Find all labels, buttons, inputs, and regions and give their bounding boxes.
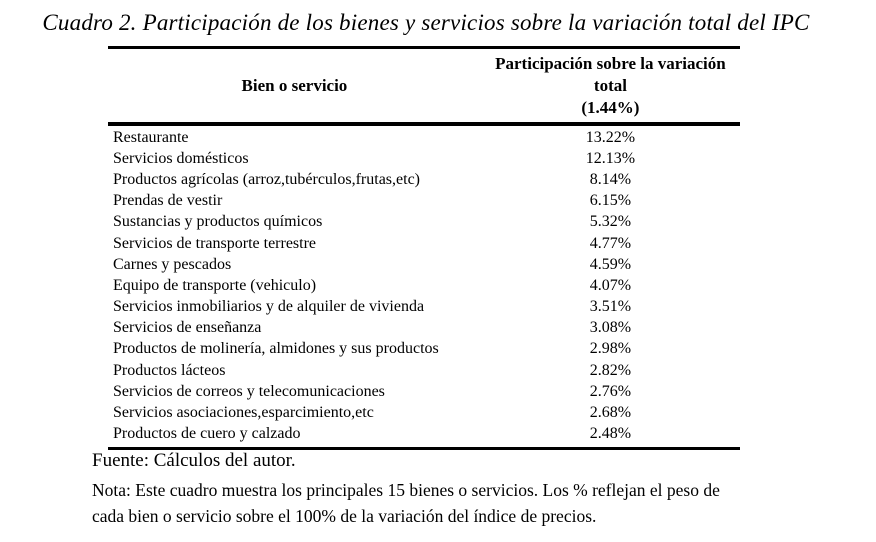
row-label: Servicios de correos y telecomunicaciones xyxy=(113,382,385,400)
table-row xyxy=(108,339,740,360)
row-value: 12.13% xyxy=(585,149,636,167)
table-row xyxy=(108,381,740,402)
row-label: Productos lácteos xyxy=(113,361,226,379)
row-label: Productos agrícolas (arroz,tubérculos,frutas,etc) xyxy=(113,170,420,188)
table-body xyxy=(108,126,740,447)
row-label: Servicios asociaciones,esparcimiento,etc xyxy=(113,404,374,422)
row-value: 4.07% xyxy=(589,276,632,294)
row-value: 2.82% xyxy=(589,361,632,379)
table-row xyxy=(108,275,740,296)
table-row xyxy=(108,169,740,190)
table-row xyxy=(108,297,740,318)
row-label: Equipo de transporte (vehiculo) xyxy=(113,276,317,294)
row-label: Productos de molinería, almidones y sus productos xyxy=(113,340,439,358)
row-label: Servicios de enseñanza xyxy=(113,319,262,337)
row-label: Productos de cuero y calzado xyxy=(113,425,301,443)
table-row xyxy=(108,212,740,233)
header-participacion-line1: Participación sobre la variación xyxy=(495,53,726,73)
table-row xyxy=(108,402,740,423)
row-value: 5.32% xyxy=(589,213,632,231)
table-note xyxy=(92,478,812,529)
row-value: 4.59% xyxy=(589,255,632,273)
header-bien-o-servicio: Bien o servicio xyxy=(241,75,348,95)
row-label: Prendas de vestir xyxy=(113,192,223,210)
row-label: Servicios domésticos xyxy=(113,149,249,167)
row-label: Restaurante xyxy=(113,128,189,146)
table-row xyxy=(108,191,740,212)
table-row xyxy=(108,360,740,381)
row-value: 4.77% xyxy=(589,234,632,252)
row-label: Servicios inmobiliarios y de alquiler de vivienda xyxy=(113,298,425,316)
row-label: Sustancias y productos químicos xyxy=(113,213,323,231)
ipc-participation-table xyxy=(108,46,740,450)
row-value: 2.76% xyxy=(589,382,632,400)
row-value: 8.14% xyxy=(589,170,632,188)
header-participacion xyxy=(481,49,740,122)
row-value: 6.15% xyxy=(589,192,632,210)
table-note-line1: Nota: Este cuadro muestra los principales 15 bienes o servicios. Los % reflejan el peso de xyxy=(92,480,720,500)
row-value: 3.08% xyxy=(589,319,632,337)
row-label: Carnes y pescados xyxy=(113,255,232,273)
header-participacion-line2: total xyxy=(593,75,627,95)
table-header xyxy=(108,49,740,126)
row-value: 3.51% xyxy=(589,298,632,316)
header-participacion-line3: (1.44%) xyxy=(581,97,640,117)
table-row xyxy=(108,148,740,169)
table-note-line2: cada bien o servicio sobre el 100% de la variación del índice de precios. xyxy=(92,505,597,526)
row-value: 2.68% xyxy=(589,404,632,422)
table-row xyxy=(108,254,740,275)
row-label: Servicios de transporte terrestre xyxy=(113,234,317,252)
row-value: 2.98% xyxy=(589,340,632,358)
table-row xyxy=(108,424,740,445)
table-row xyxy=(108,318,740,339)
row-value: 2.48% xyxy=(589,425,632,443)
table-row xyxy=(108,127,740,148)
table-title: Cuadro 2. Participación de los bienes y servicios sobre la variación total del IPC xyxy=(42,10,810,35)
table-row xyxy=(108,233,740,254)
row-value: 13.22% xyxy=(585,128,636,146)
source-note: Fuente: Cálculos del autor. xyxy=(92,450,296,471)
